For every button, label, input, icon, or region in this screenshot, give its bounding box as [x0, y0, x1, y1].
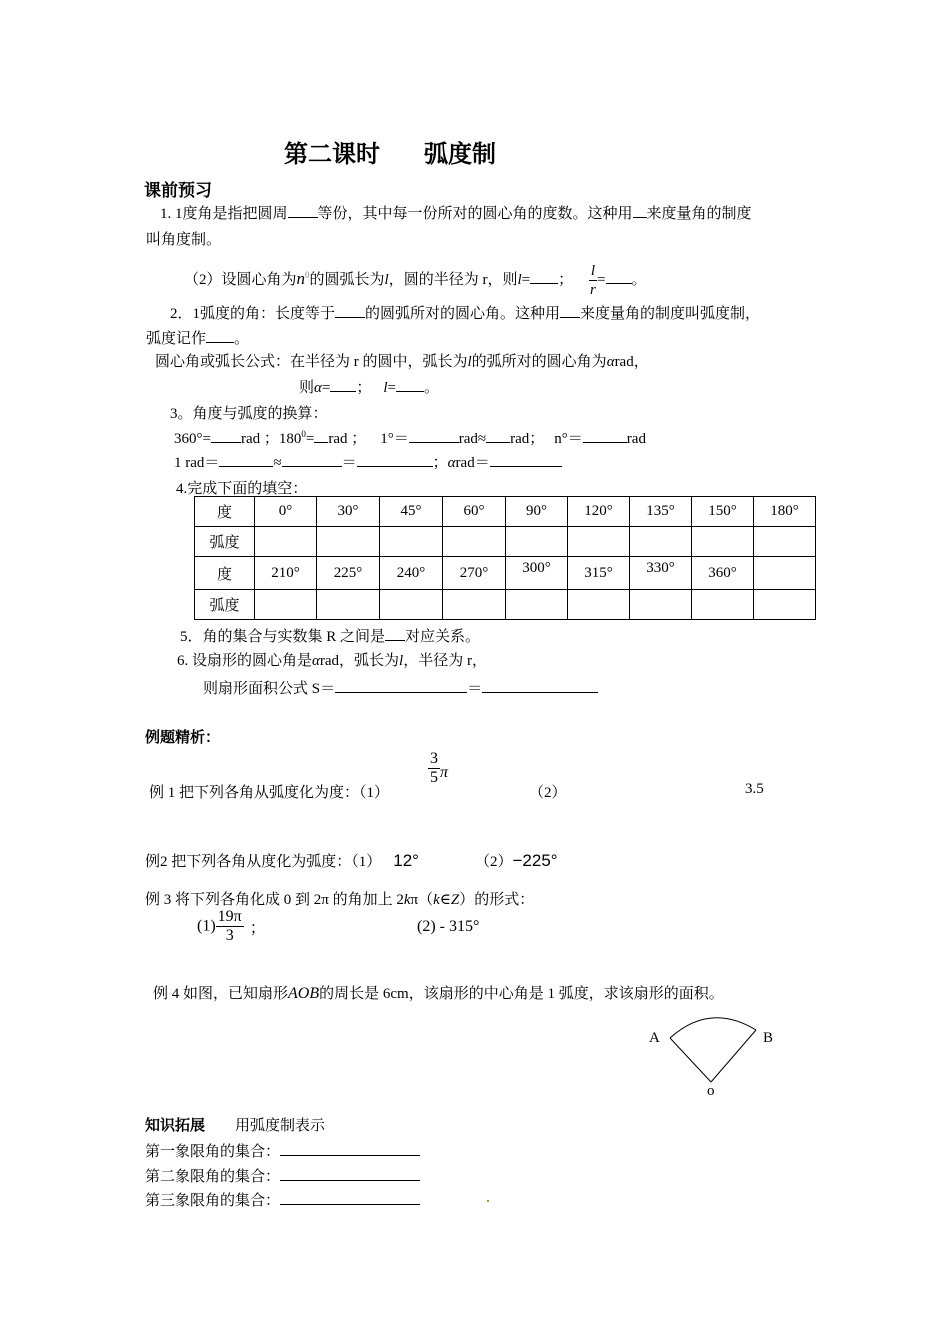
quadrant-2: 第二象限角的集合： [145, 1165, 420, 1186]
table-cell: 弧度 [195, 590, 255, 620]
angle-table [194, 496, 816, 620]
blank [330, 377, 356, 392]
table-cell: 30° [317, 497, 380, 527]
blank [385, 626, 405, 641]
blank [282, 452, 342, 467]
blank [530, 269, 558, 284]
table-row [195, 497, 816, 527]
table-cell: 度 [195, 557, 255, 590]
preview-item-2-cont: 弧度记作 。 [146, 327, 249, 348]
page-title [284, 134, 496, 169]
conversion-line-1: 360°= rad ；$180^0=$ rad ； 1°＝ rad≈ rad； n°＝ rad [174, 429, 646, 447]
table-cell: 300° [506, 557, 568, 590]
preview-item-5: 5．角的集合与实数集 R 之间是 对应关系。 [180, 625, 480, 646]
preview-item-3: 3。角度与弧度的换算： [170, 406, 328, 422]
blank [606, 269, 632, 284]
blank [486, 428, 510, 443]
example-4: 例 4 如图，已知扇形AOB的周长是 6cm，该扇形的中心角是 1 弧度，求该扇形的面积。 [153, 985, 724, 1002]
quadrant-1: 第一象限角的集合： [145, 1140, 420, 1161]
title-main: 第二课时 [284, 142, 380, 168]
blank [280, 1166, 420, 1181]
table-cell: 360° [692, 557, 754, 590]
examples-heading: 例题精析： [145, 730, 221, 746]
title-sub: 弧度制 [424, 142, 496, 168]
blank [560, 303, 580, 318]
extension-heading: 知识拓展 用弧度制表示 [145, 1118, 326, 1134]
sector-area-formula: 则扇形面积公式 S＝ ＝ [203, 677, 598, 698]
preview-item-4: 4.完成下面的填空： [176, 481, 308, 497]
table-cell: 0° [255, 497, 317, 527]
table-cell: 弧度 [195, 527, 255, 557]
example-3: 例 3 将下列各角化成 0 到 2π 的角加上 2kπ（k∈Z）的形式： [145, 892, 535, 908]
table-cell: 210° [255, 557, 317, 590]
blank [490, 452, 562, 467]
blank [314, 428, 328, 443]
preview-item-2: 2．1弧度的角：长度等于 的圆弧所对的圆心角。这种用 来度量角的制度叫弧度制， [170, 302, 760, 323]
table-row [195, 527, 816, 557]
table-row [195, 557, 816, 590]
table-cell: 120° [568, 497, 630, 527]
blank [357, 452, 433, 467]
example-1: 例 1 把下列各角从弧度化为度：（1） [149, 785, 390, 801]
blank [409, 428, 459, 443]
sector-arc [670, 1018, 756, 1038]
blank [482, 678, 598, 693]
figure-label-a: A [649, 1030, 660, 1046]
table-cell: 60° [443, 497, 506, 527]
preview-item-1: 1. 1度角是指把圆周 等份，其中每一份所对的圆心角的度数。这种用 来度量角的制度 [160, 202, 752, 223]
example-3-part-2: (2) - 315° [417, 918, 480, 935]
example-1-part-2: （2） [529, 785, 567, 801]
preview-item-6: 6. 设扇形的圆心角是αrad，弧长为l，半径为 r， [177, 653, 487, 669]
example-2: 例2 把下列各角从度化为弧度：（1） 12° （2）−225° [145, 851, 558, 870]
conversion-line-2: 1 rad＝ ≈ ＝ ；αrad＝ [174, 451, 562, 472]
table-cell [754, 557, 816, 590]
table-cell: 270° [443, 557, 506, 590]
table-cell: 225° [317, 557, 380, 590]
stray-dot [487, 1200, 489, 1202]
example-1-value: 3.5 [745, 781, 764, 797]
table-cell: 180° [754, 497, 816, 527]
table-cell: 90° [506, 497, 568, 527]
figure-label-b: B [763, 1030, 774, 1046]
blank [335, 303, 365, 318]
blank [396, 377, 424, 392]
table-cell: 330° [630, 557, 692, 590]
blank [633, 203, 647, 218]
table-cell: 45° [380, 497, 443, 527]
table-cell: 240° [380, 557, 443, 590]
preview-formula: 圆心角或弧长公式：在半径为 r 的圆中，弧长为l的弧所对的圆心角为αrad， [155, 354, 649, 370]
example-1-fraction: $\frac{3}{5}$ π [430, 750, 449, 786]
sector-radius-oa [670, 1038, 711, 1082]
sector-radius-ob [711, 1030, 756, 1082]
table-row [195, 590, 816, 620]
sector-figure [640, 1010, 790, 1100]
fraction-l-over-r: $\frac{l}{r}$ [590, 263, 596, 298]
figure-label-o: o [707, 1083, 715, 1099]
table-cell: 度 [195, 497, 255, 527]
blank [219, 452, 273, 467]
blank [211, 428, 241, 443]
blank [280, 1190, 420, 1205]
preview-item-1-cont: 叫角度制。 [146, 232, 222, 248]
blank [583, 428, 627, 443]
preview-heading: 课前预习 [144, 181, 212, 200]
table-cell: 150° [692, 497, 754, 527]
example-3-part-1: (1) $\frac{19\pi}{3}$ ； [197, 908, 266, 944]
blank [335, 678, 467, 693]
blank [288, 203, 318, 218]
preview-formula-2: 则α= ； l= 。 [299, 376, 439, 397]
table-cell: 135° [630, 497, 692, 527]
quadrant-3: 第三象限角的集合： [145, 1189, 420, 1210]
blank [280, 1141, 420, 1156]
table-cell: 315° [568, 557, 630, 590]
blank [206, 328, 234, 343]
preview-item-1-2: （2）设圆心角为$n^0$的圆弧长为l，圆的半径为 r，则l= ； $\frac{l}{r}$ = 。 [184, 263, 647, 298]
